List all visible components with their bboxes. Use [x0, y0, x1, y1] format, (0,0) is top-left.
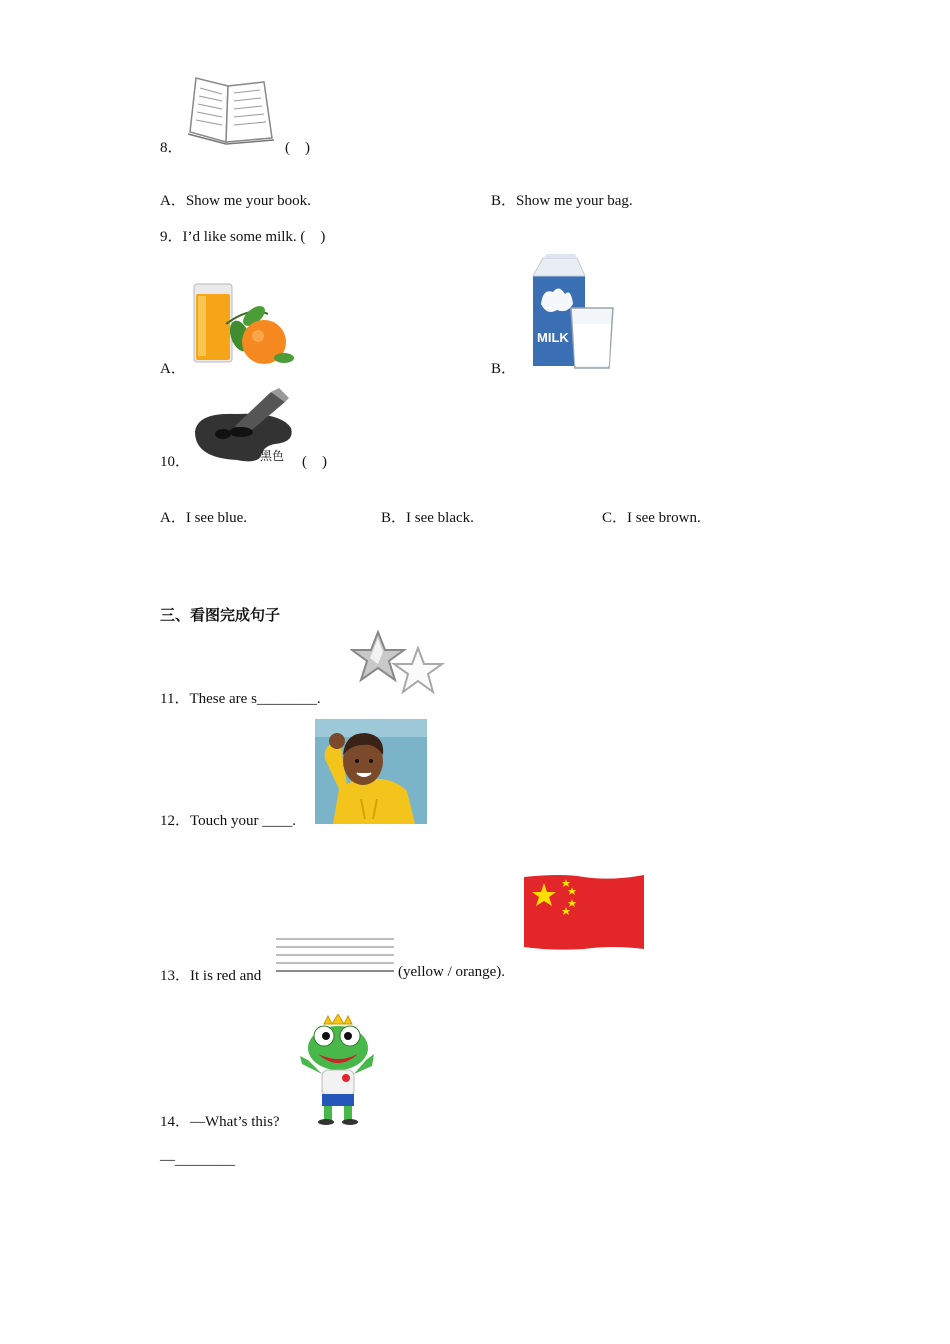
q13-text: It is red and	[190, 968, 262, 984]
q8-answer-paren: ( )	[285, 140, 310, 156]
section-3-title: 三、看图完成句子	[160, 606, 281, 624]
q11-blank[interactable]: ________	[256, 691, 317, 707]
q13-hint: (yellow / orange).	[398, 964, 506, 980]
q9-stem: 9．I’d like some milk. ( )	[160, 229, 326, 245]
boy-touching-head-image	[315, 719, 427, 824]
q12-blank[interactable]: ____	[262, 813, 293, 829]
q8-number: 8．	[160, 140, 183, 156]
q11-end: .	[316, 691, 321, 707]
q11-number: 11．	[160, 691, 190, 707]
q13-number: 13．	[160, 968, 191, 984]
q10-option-a[interactable]: A．I see blue.	[160, 510, 248, 526]
q11-line	[160, 687, 321, 708]
milk-image	[527, 254, 617, 374]
q11-text: These are s	[189, 691, 257, 707]
q14-answer-blank[interactable]: ________	[175, 1152, 235, 1168]
q8-option-b[interactable]: B．Show me your bag.	[491, 193, 633, 209]
q8-option-a[interactable]: A．Show me your book.	[160, 193, 311, 209]
q9-label-a[interactable]: A．	[160, 361, 186, 377]
q12-line	[160, 809, 296, 830]
q10-answer-paren: ( )	[302, 454, 327, 470]
black-paint-caption: 黑色	[260, 449, 285, 463]
orange-juice-image	[190, 280, 296, 368]
q10-number: 10．	[160, 454, 191, 470]
q13-writing-lines[interactable]	[276, 937, 394, 975]
q14-question: —What’s this?	[190, 1114, 280, 1130]
q9-label-b[interactable]: B．	[491, 361, 517, 377]
q12-end: .	[292, 813, 297, 829]
stars-image	[350, 630, 446, 698]
q10-option-b[interactable]: B．I see black.	[381, 510, 474, 526]
q14-answer-prefix: —	[160, 1152, 175, 1168]
book-image	[184, 72, 276, 152]
frog-mascot-image	[296, 1014, 380, 1126]
china-flag-image	[522, 873, 646, 951]
q12-number: 12．	[160, 813, 191, 829]
q14-number: 14．	[160, 1114, 191, 1130]
milk-carton-text: MILK	[537, 330, 569, 345]
q12-text: Touch your	[190, 813, 259, 829]
q14-line	[160, 1110, 280, 1131]
q13-number-text	[160, 964, 261, 985]
q14-answer-line	[160, 1152, 235, 1169]
q10-option-c[interactable]: C．I see brown.	[602, 510, 701, 526]
